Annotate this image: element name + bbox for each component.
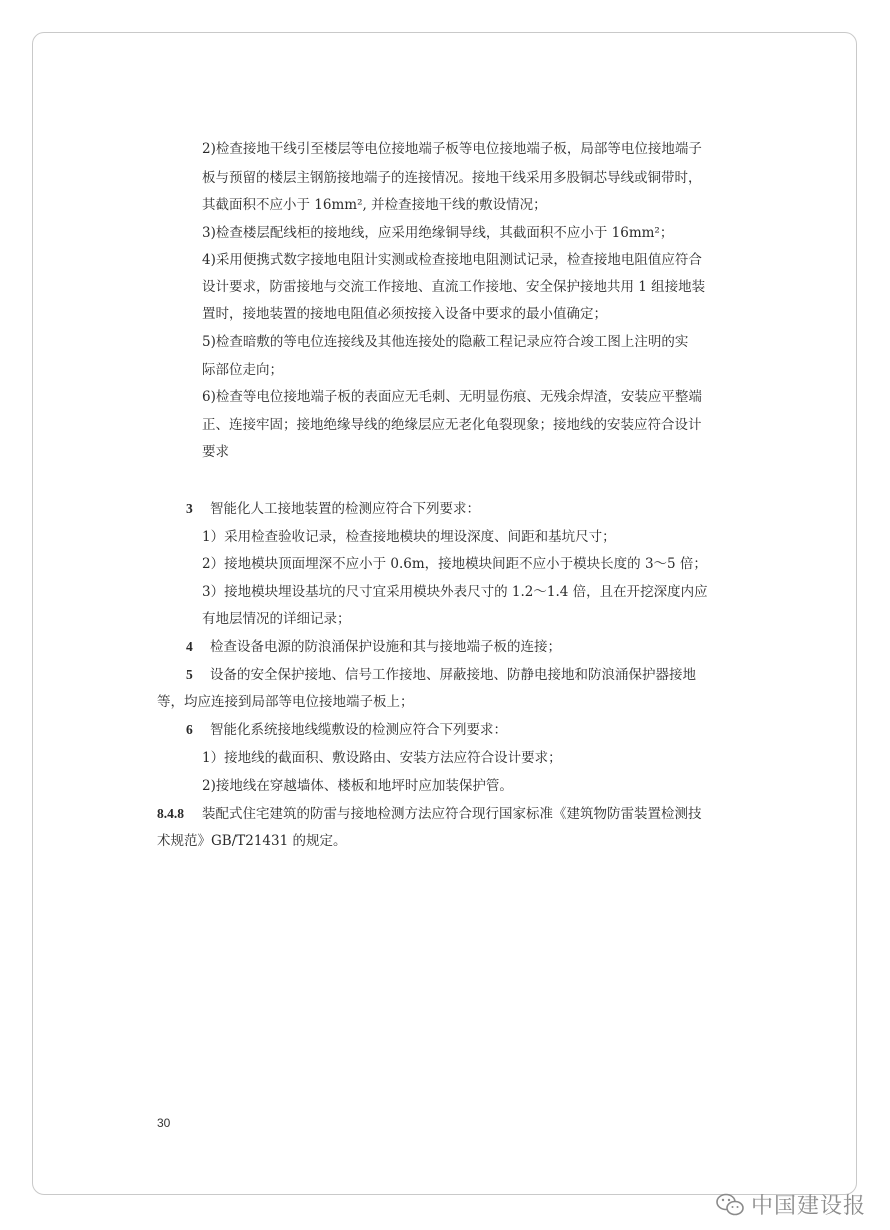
wechat-icon (715, 1192, 745, 1218)
text-line: 有地层情况的详细记录； (202, 611, 351, 627)
text-line: 际部位走向； (202, 362, 283, 378)
text-line: 6)检查等电位接地端子板的表面应无毛刺、无明显伤痕、无残余焊渣，安装应平整端 (202, 389, 702, 405)
text-line: 2)接地线在穿越墙体、楼板和地坪时应加装保护管。 (202, 778, 513, 794)
text-line: 2）接地模块顶面埋深不应小于 0.6m，接地模块间距不应小于模块长度的 3～5 倍； (202, 556, 707, 572)
text-line: 2)检查接地干线引至楼层等电位接地端子板等电位接地端子板，局部等电位接地端子 (202, 141, 702, 157)
text-line: 3)检查楼层配线柜的接地线，应采用绝缘铜导线，其截面积不应小于 16mm²； (202, 225, 674, 241)
text-line: 板与预留的楼层主钢筋接地端子的连接情况。接地干线采用多股铜芯导线或铜带时， (202, 170, 702, 186)
watermark (715, 1189, 866, 1220)
text-line: 设计要求，防雷接地与交流工作接地、直流工作接地、安全保护接地共用 1 组接地装 (202, 279, 706, 295)
text-line: 正、连接牢固；接地绝缘导线的绝缘层应无老化龟裂现象；接地线的安装应符合设计 (202, 417, 702, 433)
text-line: 1）接地线的截面积、敷设路由、安装方法应符合设计要求； (202, 750, 562, 766)
item-heading: 智能化人工接地装置的检测应符合下列要求： (210, 501, 480, 517)
item-number: 6 (186, 722, 193, 737)
item-heading: 设备的安全保护接地、信号工作接地、屏蔽接地、防静电接地和防浪涌保护器接地 (210, 667, 696, 683)
page-number: 30 (157, 1116, 171, 1130)
item-number: 5 (186, 667, 193, 682)
text-line: 5)检查暗敷的等电位连接线及其他连接处的隐蔽工程记录应符合竣工图上注明的实 (202, 334, 689, 350)
text-line: 要求 (202, 444, 229, 460)
item-heading: 检查设备电源的防浪涌保护设施和其与接地端子板的连接； (210, 639, 561, 655)
text-line: 3）接地模块埋设基坑的尺寸宜采用模块外表尺寸的 1.2～1.4 倍，且在开挖深度内应 (202, 584, 708, 600)
text-line: 等，均应连接到局部等电位接地端子板上； (157, 694, 414, 710)
text-line: 术规范》GB/T21431 的规定。 (157, 833, 347, 849)
clause-text: 装配式住宅建筑的防雷与接地检测方法应符合现行国家标准《建筑物防雷装置检测技 (202, 806, 702, 822)
clause-number: 8.4.8 (157, 806, 184, 821)
text-line: 其截面积不应小于 16mm², 并检查接地干线的敷设情况； (202, 197, 547, 213)
text-line: 1）采用检查验收记录，检查接地模块的埋设深度、间距和基坑尺寸； (202, 529, 616, 545)
text-line: 4)采用便携式数字接地电阻计实测或检查接地电阻测试记录，检查接地电阻值应符合 (202, 252, 702, 268)
item-number: 4 (186, 639, 193, 654)
item-heading: 智能化系统接地线缆敷设的检测应符合下列要求： (210, 722, 507, 738)
item-number: 3 (186, 501, 193, 516)
watermark-text: 中国建设报 (750, 1194, 866, 1219)
text-line: 置时，接地装置的接地电阻值必须按接入设备中要求的最小值确定； (202, 306, 607, 322)
